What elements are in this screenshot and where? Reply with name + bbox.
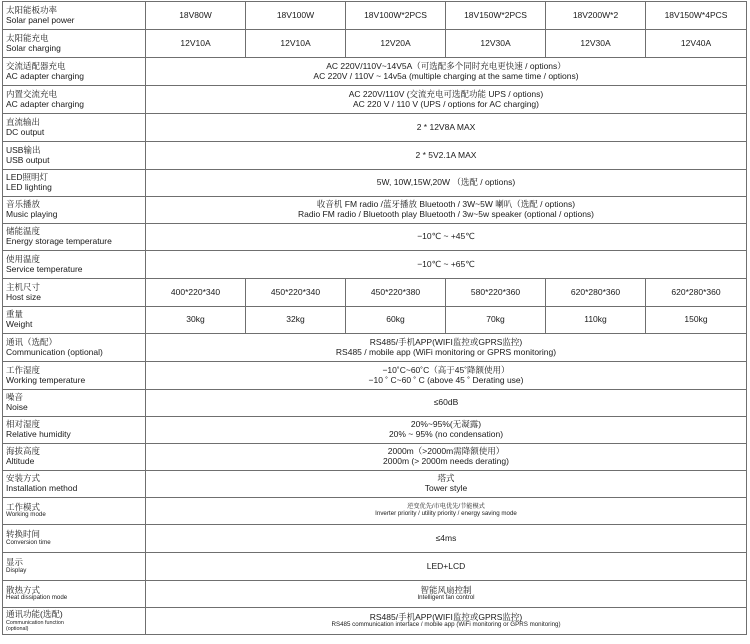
spec-value-cell: 12V40A	[646, 30, 747, 58]
spec-value-primary: 2000m（>2000m需降额使用）	[387, 446, 505, 457]
spec-label-cn: 交流适配器充电	[6, 60, 66, 71]
spec-label-cn: 重量	[6, 309, 24, 320]
spec-label-en: Host size	[6, 291, 41, 302]
spec-row	[3, 471, 747, 498]
spec-value-primary: 20%~95%(无凝露)	[410, 419, 482, 430]
spec-label-cell	[3, 417, 146, 444]
spec-value-cell	[146, 608, 747, 635]
spec-value-cell	[146, 114, 747, 142]
spec-value-primary: −10℃ ~ +45℃	[417, 231, 475, 242]
spec-row	[3, 2, 747, 30]
spec-row	[3, 142, 747, 170]
spec-label-cell	[3, 553, 146, 581]
spec-value-cell: 18V150W*2PCS	[446, 2, 546, 30]
spec-label-en: Music playing	[6, 209, 58, 219]
spec-table	[2, 1, 747, 635]
spec-value-cell: 18V100W	[246, 2, 346, 30]
spec-value-cell: 450*220*380	[346, 279, 446, 307]
spec-value-cell	[146, 390, 747, 417]
spec-label-cell	[3, 390, 146, 417]
spec-value-cell: 12V10A	[146, 30, 246, 58]
spec-value-primary: RS485/手机APP(WIFI监控或GPRS监控)	[369, 611, 523, 622]
spec-row	[3, 581, 747, 608]
spec-row	[3, 608, 747, 635]
spec-row	[3, 498, 747, 525]
spec-value-cell: 30kg	[146, 307, 246, 334]
spec-label-en: Relative humidity	[6, 429, 71, 439]
spec-value-secondary: Intelligent fan control	[417, 594, 475, 602]
spec-value-cell	[146, 581, 747, 608]
spec-value-secondary: Inverter priority / utility priority / energy saving mode	[375, 510, 517, 517]
spec-value-secondary: −10 ˚ C~60 ˚ C (above 45 ˚ Derating use)	[368, 374, 524, 385]
spec-value-cell	[146, 251, 747, 279]
spec-label-cn: 显示	[6, 557, 24, 568]
spec-value-cell	[146, 334, 747, 362]
spec-label-cell	[3, 170, 146, 197]
spec-value-cell	[146, 142, 747, 170]
spec-value-secondary: RS485 communication interface / mobile app (WiFi monitoring or GPRS monitoring)	[331, 621, 561, 629]
spec-value-primary: AC 220V/110V~14V5A（可选配多个同时充电更快速 / options）	[326, 60, 566, 71]
spec-label-en: Noise	[6, 402, 28, 412]
spec-table-body	[3, 2, 747, 635]
spec-label-cell	[3, 30, 146, 58]
spec-label-cell	[3, 142, 146, 170]
spec-label-cell	[3, 498, 146, 525]
spec-row	[3, 86, 747, 114]
spec-row	[3, 525, 747, 553]
spec-label-en: Energy storage temperature	[6, 236, 112, 246]
spec-value-primary: 智能风扇控制	[420, 584, 472, 595]
spec-label-en: Working mode	[6, 511, 46, 519]
spec-label-cn: 通讯功能(选配)	[6, 609, 63, 620]
spec-row	[3, 417, 747, 444]
spec-value-primary: ≤4ms	[435, 532, 457, 543]
spec-value-cell	[146, 471, 747, 498]
spec-value-cell	[146, 362, 747, 390]
spec-label-cn: 安装方式	[6, 473, 41, 484]
spec-label-en: Communication function	[6, 619, 64, 626]
spec-row	[3, 58, 747, 86]
spec-label-cell	[3, 197, 146, 224]
spec-label-cn: 转换时间	[6, 529, 41, 540]
spec-label-en: Solar panel power	[6, 14, 75, 25]
spec-row	[3, 170, 747, 197]
spec-value-cell	[146, 417, 747, 444]
spec-label-cell	[3, 362, 146, 390]
spec-label-en: Installation method	[6, 483, 78, 493]
spec-value-cell: 70kg	[446, 307, 546, 334]
spec-value-primary: LED+LCD	[426, 560, 466, 571]
spec-label-cn: 海拔高度	[6, 446, 41, 457]
spec-value-cell: 32kg	[246, 307, 346, 334]
spec-value-primary: 2 * 12V8A MAX	[416, 121, 476, 132]
spec-label-cell	[3, 224, 146, 251]
spec-value-cell	[146, 498, 747, 525]
spec-label-cell	[3, 581, 146, 608]
spec-value-cell: 12V10A	[246, 30, 346, 58]
spec-row	[3, 553, 747, 581]
spec-value-cell: 400*220*340	[146, 279, 246, 307]
spec-value-primary: ≤60dB	[433, 397, 459, 408]
spec-label-cn: 音乐播放	[6, 199, 41, 210]
spec-value-cell: 110kg	[546, 307, 646, 334]
spec-label-en: Conversion time	[6, 538, 51, 546]
spec-row	[3, 251, 747, 279]
spec-label-en: Display	[6, 566, 27, 574]
spec-row	[3, 197, 747, 224]
spec-value-cell	[146, 170, 747, 197]
spec-value-cell	[146, 86, 747, 114]
spec-value-cell: 12V30A	[546, 30, 646, 58]
spec-value-secondary: 2000m (> 2000m needs derating)	[383, 456, 509, 466]
spec-label-en: Altitude	[6, 456, 35, 466]
spec-value-cell	[146, 197, 747, 224]
spec-label-en: AC adapter charging	[6, 70, 84, 81]
spec-row	[3, 224, 747, 251]
spec-label-cell	[3, 525, 146, 553]
spec-row	[3, 334, 747, 362]
spec-value-cell: 18V150W*4PCS	[646, 2, 747, 30]
spec-value-cell	[146, 444, 747, 471]
spec-label-cn: 储能温度	[6, 226, 41, 237]
spec-value-primary: 塔式	[437, 473, 455, 484]
spec-value-cell: 18V80W	[146, 2, 246, 30]
spec-value-cell: 620*280*360	[546, 279, 646, 307]
spec-label-en: LED lighting	[6, 182, 52, 192]
spec-label-cn: 内置交流充电	[6, 88, 58, 99]
spec-label-en: Communication (optional)	[6, 346, 103, 357]
spec-label-cell	[3, 279, 146, 307]
spec-value-cell: 450*220*340	[246, 279, 346, 307]
spec-label-en: Weight	[6, 319, 33, 329]
spec-label-cn: 散热方式	[6, 584, 41, 595]
spec-row	[3, 114, 747, 142]
spec-value-primary: AC 220V/110V (交流充电可选配功能 UPS / options)	[348, 88, 544, 99]
spec-value-cell	[146, 553, 747, 581]
spec-value-secondary: 20% ~ 95% (no condensation)	[388, 429, 504, 439]
spec-value-secondary: Radio FM radio / Bluetooth play Bluetooth / 3w~5w speaker (optional / options)	[297, 209, 594, 219]
spec-value-secondary: RS485 / mobile app (WiFi monitoring or GPRS monitoring)	[335, 346, 557, 357]
spec-row	[3, 390, 747, 417]
spec-row	[3, 279, 747, 307]
spec-value-primary: 5W, 10W,15W,20W （选配 / options)	[376, 177, 516, 188]
spec-label-cell	[3, 86, 146, 114]
spec-value-primary: −10℃ ~ +65℃	[417, 258, 475, 269]
spec-label-cell	[3, 307, 146, 334]
spec-label-cn: 直流输出	[6, 116, 41, 127]
spec-value-cell: 150kg	[646, 307, 747, 334]
spec-label-cell	[3, 608, 146, 635]
spec-value-cell: 620*280*360	[646, 279, 747, 307]
spec-label-cell	[3, 251, 146, 279]
spec-value-cell: 18V200W*2	[546, 2, 646, 30]
spec-value-secondary: AC 220 V / 110 V (UPS / options for AC charging)	[353, 98, 539, 109]
spec-label-cn: 主机尺寸	[6, 281, 41, 292]
spec-label-cell	[3, 334, 146, 362]
spec-value-primary: RS485/手机APP(WIFI监控或GPRS监控)	[369, 336, 523, 347]
spec-label-cell	[3, 471, 146, 498]
spec-label-cell	[3, 444, 146, 471]
spec-label-cn: 太阳能板功率	[6, 4, 58, 15]
spec-label-cn: 使用温度	[6, 253, 41, 264]
spec-label-en: DC output	[6, 126, 45, 137]
spec-label-cn: 工作湿度	[6, 364, 41, 375]
spec-row	[3, 30, 747, 58]
spec-value-primary: −10˚C~60˚C（高于45˚降额使用）	[382, 364, 510, 375]
spec-label-cn: 太阳能充电	[6, 32, 49, 43]
spec-row	[3, 444, 747, 471]
spec-label-cn: 工作模式	[6, 501, 41, 512]
spec-value-cell: 12V20A	[346, 30, 446, 58]
spec-label-cn: 通讯（选配）	[6, 336, 58, 347]
spec-value-cell	[146, 224, 747, 251]
spec-label-cell	[3, 58, 146, 86]
spec-value-primary: 收音机 FM radio /蓝牙播放 Bluetooth / 3W~5W 喇叭（选配 / options)	[316, 199, 576, 210]
spec-value-primary: 2 * 5V2.1A MAX	[415, 149, 477, 160]
spec-label-en: AC adapter charging	[6, 98, 84, 109]
spec-label-en: USB output	[6, 154, 50, 165]
spec-value-cell	[146, 525, 747, 553]
spec-row	[3, 362, 747, 390]
spec-value-cell: 18V100W*2PCS	[346, 2, 446, 30]
spec-label-cell	[3, 114, 146, 142]
spec-label-en: Solar charging	[6, 42, 61, 53]
spec-value-cell: 580*220*360	[446, 279, 546, 307]
spec-row	[3, 307, 747, 334]
spec-label-en: (optional)	[6, 625, 29, 632]
spec-value-primary: 逆变优先/市电优先/节能模式	[407, 503, 485, 511]
spec-label-cn: LED照明灯	[6, 172, 49, 183]
spec-value-secondary: AC 220V / 110V ~ 14v5a (multiple charging at the same time / options)	[313, 70, 579, 81]
spec-label-en: Working temperature	[6, 374, 86, 385]
spec-value-cell	[146, 58, 747, 86]
spec-label-cn: 噪音	[6, 392, 24, 403]
spec-value-cell: 60kg	[346, 307, 446, 334]
spec-label-en: Service temperature	[6, 263, 83, 274]
spec-label-cell	[3, 2, 146, 30]
spec-label-en: Heat dissipation mode	[6, 594, 68, 602]
spec-value-secondary: Tower style	[424, 483, 468, 493]
spec-value-cell: 12V30A	[446, 30, 546, 58]
spec-label-cn: 相对湿度	[6, 419, 41, 430]
spec-label-cn: USB输出	[6, 144, 41, 155]
